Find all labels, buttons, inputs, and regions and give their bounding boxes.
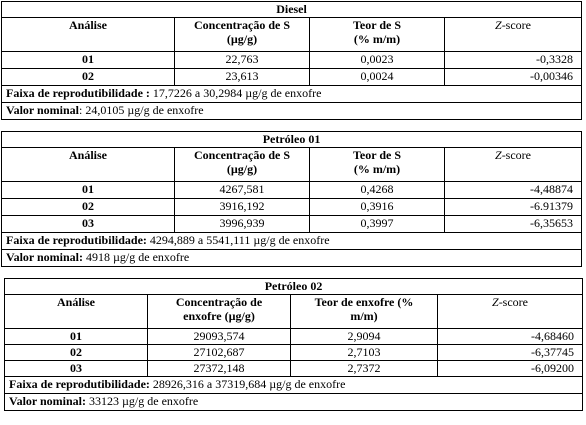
table-title: Petróleo 01 bbox=[2, 132, 582, 148]
cell-teor: 0,3997 bbox=[310, 216, 445, 233]
table-row bbox=[2, 199, 582, 216]
cell-concentracao: 23,613 bbox=[175, 69, 310, 86]
cell-zscore: -6,35653 bbox=[445, 216, 582, 233]
cell-teor: 0,0023 bbox=[310, 52, 445, 69]
cell-zscore: -0,3328 bbox=[445, 52, 582, 69]
cell-analise: 01 bbox=[5, 329, 148, 345]
cell-teor: 0,4268 bbox=[310, 182, 445, 199]
col-header-zscore: Z-score bbox=[445, 18, 582, 52]
table-row bbox=[2, 216, 582, 233]
cell-teor: 2,7103 bbox=[291, 345, 438, 361]
col-header-concentracao: Concentração de S (µg/g) bbox=[175, 18, 310, 52]
reproducibility-range: Faixa de reprodutibilidade: 4294,889 a 5541,111 µg/g de enxofre bbox=[2, 233, 582, 250]
cell-analise: 03 bbox=[5, 361, 148, 377]
cell-zscore: -4,48874 bbox=[445, 182, 582, 199]
cell-teor: 2,9094 bbox=[291, 329, 438, 345]
table-row bbox=[5, 329, 583, 345]
cell-zscore: -6,37745 bbox=[438, 345, 583, 361]
cell-concentracao: 27102,687 bbox=[148, 345, 291, 361]
col-header-concentracao: Concentração de S (µg/g) bbox=[175, 148, 310, 182]
cell-analise: 02 bbox=[5, 345, 148, 361]
nominal-value: Valor nominal: 24,0105 µg/g de enxofre bbox=[2, 103, 582, 120]
cell-zscore: -4,68460 bbox=[438, 329, 583, 345]
table-row bbox=[5, 345, 583, 361]
col-header-teor: Teor de enxofre (% m/m) bbox=[291, 295, 438, 329]
cell-concentracao: 3916,192 bbox=[175, 199, 310, 216]
col-header-teor: Teor de S (% m/m) bbox=[310, 18, 445, 52]
table-title: Petróleo 02 bbox=[5, 279, 583, 295]
petroleo-02-table bbox=[4, 278, 583, 411]
cell-teor: 2,7372 bbox=[291, 361, 438, 377]
col-header-analise: Análise bbox=[2, 148, 175, 182]
cell-concentracao: 27372,148 bbox=[148, 361, 291, 377]
cell-concentracao: 3996,939 bbox=[175, 216, 310, 233]
nominal-value: Valor nominal: 33123 µg/g de enxofre bbox=[5, 394, 583, 411]
table-row bbox=[2, 69, 582, 86]
table-row bbox=[5, 361, 583, 377]
table-title: Diesel bbox=[2, 2, 582, 18]
cell-zscore: -6.91379 bbox=[445, 199, 582, 216]
reproducibility-range: Faixa de reprodutibilidade: 28926,316 a 37319,684 µg/g de enxofre bbox=[5, 377, 583, 394]
table-row bbox=[2, 182, 582, 199]
cell-analise: 02 bbox=[2, 199, 175, 216]
cell-analise: 02 bbox=[2, 69, 175, 86]
table-row bbox=[2, 52, 582, 69]
col-header-zscore: Z-score bbox=[445, 148, 582, 182]
nominal-value: Valor nominal: 4918 µg/g de enxofre bbox=[2, 250, 582, 267]
cell-concentracao: 29093,574 bbox=[148, 329, 291, 345]
cell-teor: 0,3916 bbox=[310, 199, 445, 216]
col-header-concentracao: Concentração de enxofre (µg/g) bbox=[148, 295, 291, 329]
col-header-zscore: Z-score bbox=[438, 295, 583, 329]
cell-analise: 01 bbox=[2, 52, 175, 69]
cell-analise: 01 bbox=[2, 182, 175, 199]
col-header-teor: Teor de S (% m/m) bbox=[310, 148, 445, 182]
col-header-analise: Análise bbox=[5, 295, 148, 329]
diesel-table bbox=[1, 1, 582, 120]
cell-concentracao: 22,763 bbox=[175, 52, 310, 69]
cell-zscore: -0,00346 bbox=[445, 69, 582, 86]
cell-analise: 03 bbox=[2, 216, 175, 233]
col-header-analise: Análise bbox=[2, 18, 175, 52]
cell-zscore: -6,09200 bbox=[438, 361, 583, 377]
cell-concentracao: 4267,581 bbox=[175, 182, 310, 199]
cell-teor: 0,0024 bbox=[310, 69, 445, 86]
reproducibility-range: Faixa de reprodutibilidade : 17,7226 a 30,2984 µg/g de enxofre bbox=[2, 86, 582, 103]
petroleo-01-table bbox=[1, 131, 582, 267]
